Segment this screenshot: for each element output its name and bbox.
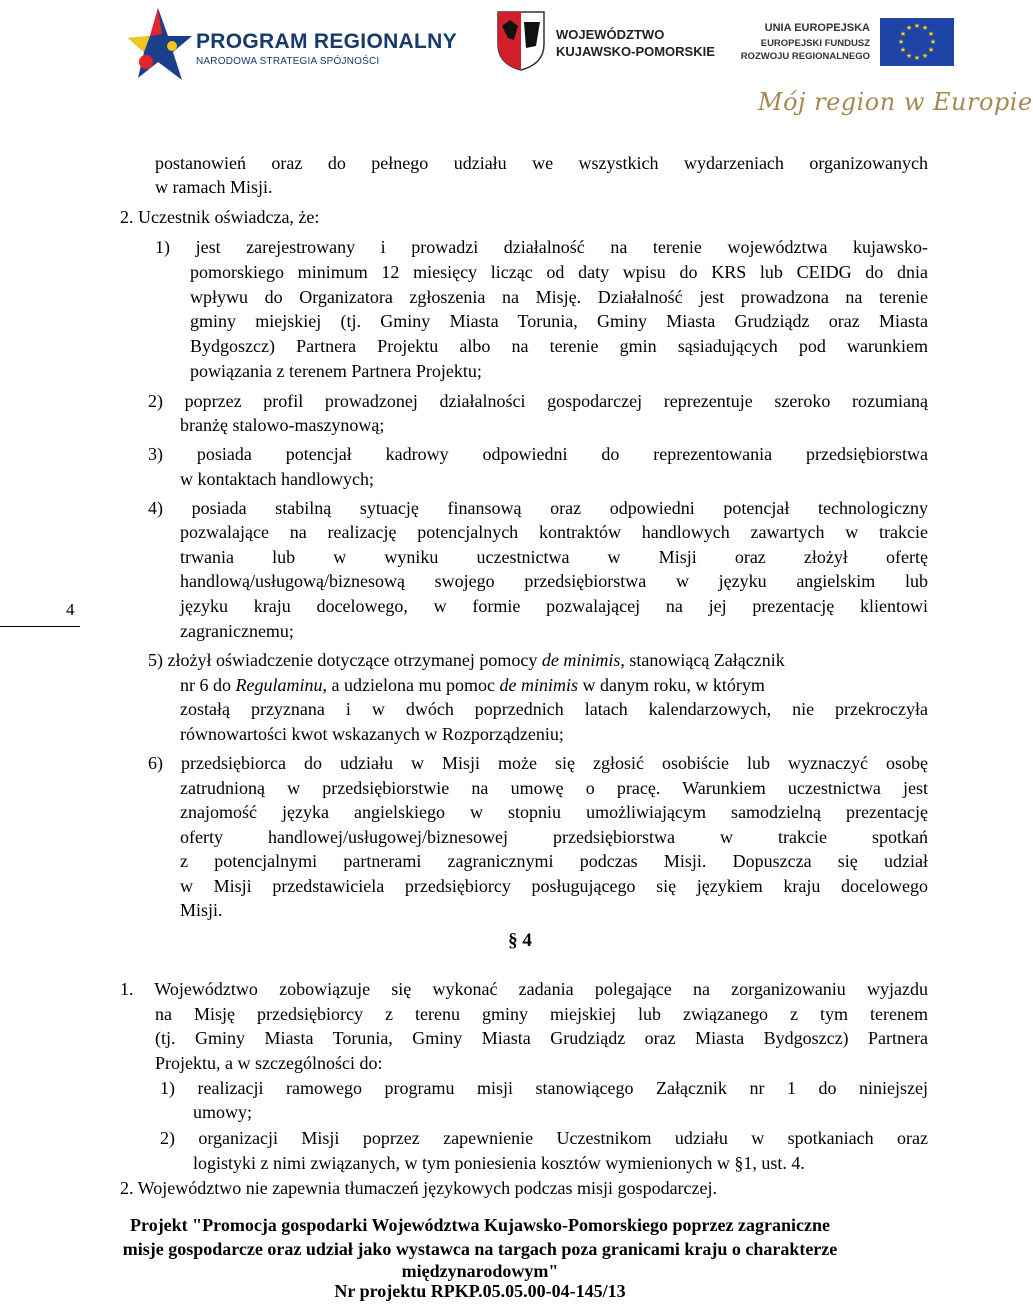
- list-item-heading: 2. Uczestnik oświadcza, że:: [120, 207, 320, 227]
- text-span: , stanowiącą Załącznik: [620, 650, 785, 670]
- text-italic: de minimis: [499, 675, 578, 695]
- list-item: 2. Województwo nie zapewnia tłumaczeń językowych podczas misji gospodarczej.: [120, 1178, 718, 1198]
- text-line: postanowień oraz do pełnego udziału we wszystkich wydarzeniach organizowanych: [155, 153, 928, 173]
- voivodeship-title-line2: KUJAWSKO-POMORSKIE: [556, 44, 715, 59]
- text-line: w ramach Misji.: [155, 177, 273, 197]
- text-line: Bydgoszcz) Partnera Projektu albo na terenie gmin sąsiadujących pod warunkiem: [190, 336, 928, 356]
- eu-fund-line1: EUROPEJSKI FUNDUSZ: [760, 38, 870, 49]
- eu-fund-line2: ROZWOJU REGIONALNEGO: [740, 51, 870, 62]
- text-line: oferty handlowej/usługowej/biznesowej przedsiębiorstwa w trakcie spotkań: [180, 827, 928, 847]
- svg-text:★: ★: [913, 22, 921, 30]
- footer-line3: międzynarodowym": [401, 1261, 559, 1281]
- text-line: wpływu do Organizatora zgłoszenia na Misję. Działalność jest prowadzona na terenie: [190, 287, 928, 307]
- text-span: , a udzielona mu pomoc: [322, 675, 500, 695]
- text-line: zostałą przyznana i w dwóch poprzednich latach kalendarzowych, nie przekroczyła: [180, 699, 928, 719]
- list-item: 4) posiada stabilną sytuację finansową oraz odpowiedni potencjał technologiczny: [148, 498, 928, 518]
- program-title: PROGRAM REGIONALNY: [196, 30, 457, 53]
- svg-text:★: ★: [921, 52, 929, 60]
- text-line: w Misji przedstawiciela przedsiębiorcy posługującego się językiem kraju docelowego: [180, 876, 928, 896]
- text-line: Misji.: [180, 900, 223, 920]
- text-line: zatrudnioną w przedsiębiorstwie na umowę o pracę. Warunkiem uczestnictwa jest: [180, 778, 928, 798]
- eu-flag-icon: [880, 18, 954, 66]
- eu-logo: [740, 18, 956, 68]
- svg-text:★: ★: [921, 24, 929, 32]
- list-item: 2) organizacji Misji poprzez zapewnienie Uczestnikom udziału w spotkaniach oraz: [160, 1128, 928, 1148]
- svg-text:★: ★: [913, 54, 921, 62]
- eu-title: UNIA EUROPEJSKA: [764, 22, 870, 34]
- list-item: 1) realizacji ramowego programu misji stanowiącego Załącznik nr 1 do niniejszej: [160, 1078, 928, 1098]
- star-logo-icon: [128, 6, 192, 82]
- coat-of-arms-icon: [496, 10, 546, 72]
- svg-text:★: ★: [929, 38, 937, 46]
- text-line: (tj. Gminy Miasta Torunia, Gminy Miasta Grudziądz oraz Miasta Bydgoszcz) Partnera: [155, 1028, 928, 1048]
- text-line: równowartości kwot wskazanych w Rozporządzeniu;: [180, 724, 564, 744]
- text-line: języku kraju docelowego, w formie pozwalającej na jej prezentację klientowi: [180, 596, 928, 616]
- footnote-rule: [0, 626, 80, 627]
- svg-text:★: ★: [905, 24, 913, 32]
- program-regionalny-logo: [128, 6, 457, 86]
- list-item: 1) jest zarejestrowany i prowadzi działalność na terenie województwa kujawsko-: [155, 237, 928, 257]
- text-span: 5) złożył oświadczenie dotyczące otrzymanej pomocy: [148, 650, 542, 670]
- list-item: 1. Województwo zobowiązuje się wykonać zadania polegające na zorganizowaniu wyjazdu: [120, 979, 928, 999]
- text-line: zagranicznemu;: [180, 621, 294, 641]
- text-italic: Regulaminu: [235, 675, 323, 695]
- list-item-5: [148, 648, 928, 672]
- text-line: trwania lub w wyniku uczestnictwa w Misji oraz złożył ofertę: [180, 547, 928, 567]
- program-subtitle: NARODOWA STRATEGIA SPÓJNOŚCI: [196, 56, 380, 67]
- slogan: Mój region w Europie: [758, 88, 1033, 116]
- svg-text:★: ★: [905, 52, 913, 60]
- text-span: w danym roku, w którym: [577, 675, 765, 695]
- text-line: znajomość języka angielskiego w stopniu umożliwiającym samodzielną prezentację: [180, 802, 928, 822]
- text-line: handlową/usługową/biznesową swojego przedsiębiorstwa w języku angielskim lub: [180, 571, 928, 591]
- footer-project-number: Nr projektu RPKP.05.05.00-04-145/13: [334, 1281, 626, 1301]
- text-line: gminy miejskiej (tj. Gminy Miasta Torunia, Gminy Miasta Grudziądz oraz Miasta: [190, 311, 928, 331]
- svg-text:★: ★: [927, 46, 935, 54]
- text-line: powiązania z terenem Partnera Projektu;: [190, 361, 482, 381]
- text-line: w kontaktach handlowych;: [180, 469, 374, 489]
- footnote-number: 4: [66, 600, 75, 619]
- section-heading: § 4: [508, 930, 532, 951]
- list-item: 3) posiada potencjał kadrowy odpowiedni do reprezentowania przedsiębiorstwa: [148, 444, 928, 464]
- svg-text:★: ★: [897, 38, 905, 46]
- text-line: pozwalające na realizację potencjalnych kontraktów handlowych zawartych w trakcie: [180, 522, 928, 542]
- text-line: na Misję przedsiębiorcy z terenu gminy miejskiej lub związanego z tym terenem: [155, 1004, 928, 1024]
- text-line: Projektu, a w szczególności do:: [155, 1053, 383, 1073]
- text-line: [180, 673, 928, 697]
- footer-line2: misje gospodarcze oraz udział jako wystawca na targach poza granicami kraju o charakterze: [122, 1239, 838, 1259]
- list-item: 2) poprzez profil prowadzonej działalności gospodarczej reprezentuje szeroko rozumianą: [148, 391, 928, 411]
- text-line: pomorskiego minimum 12 miesięcy licząc od daty wpisu do KRS lub CEIDG do dnia: [190, 262, 928, 282]
- footer-line1: Projekt "Promocja gospodarki Województwa Kujawsko-Pomorskiego poprzez zagraniczne: [130, 1215, 830, 1235]
- svg-text:★: ★: [927, 30, 935, 38]
- svg-text:★: ★: [899, 46, 907, 54]
- text-line: umowy;: [193, 1102, 253, 1122]
- text-line: branżę stalowo-maszynową;: [180, 415, 385, 435]
- text-line: logistyki z nimi związanych, w tym poniesienia kosztów wymienionych w §1, ust. 4.: [193, 1153, 805, 1173]
- voivodeship-logo: [496, 10, 726, 72]
- text-italic: de minimis: [541, 650, 621, 670]
- text-span: nr 6 do: [180, 675, 236, 695]
- voivodeship-title-line1: WOJEWÓDZTWO: [556, 27, 665, 42]
- list-item: 6) przedsiębiorca do udziału w Misji może się zgłosić osobiście lub wyznaczyć osobę: [148, 753, 928, 773]
- text-line: z potencjalnymi partnerami zagranicznymi podczas Misji. Dopuszcza się udział: [180, 851, 928, 871]
- svg-text:★: ★: [899, 30, 907, 38]
- document-header: [0, 0, 1033, 140]
